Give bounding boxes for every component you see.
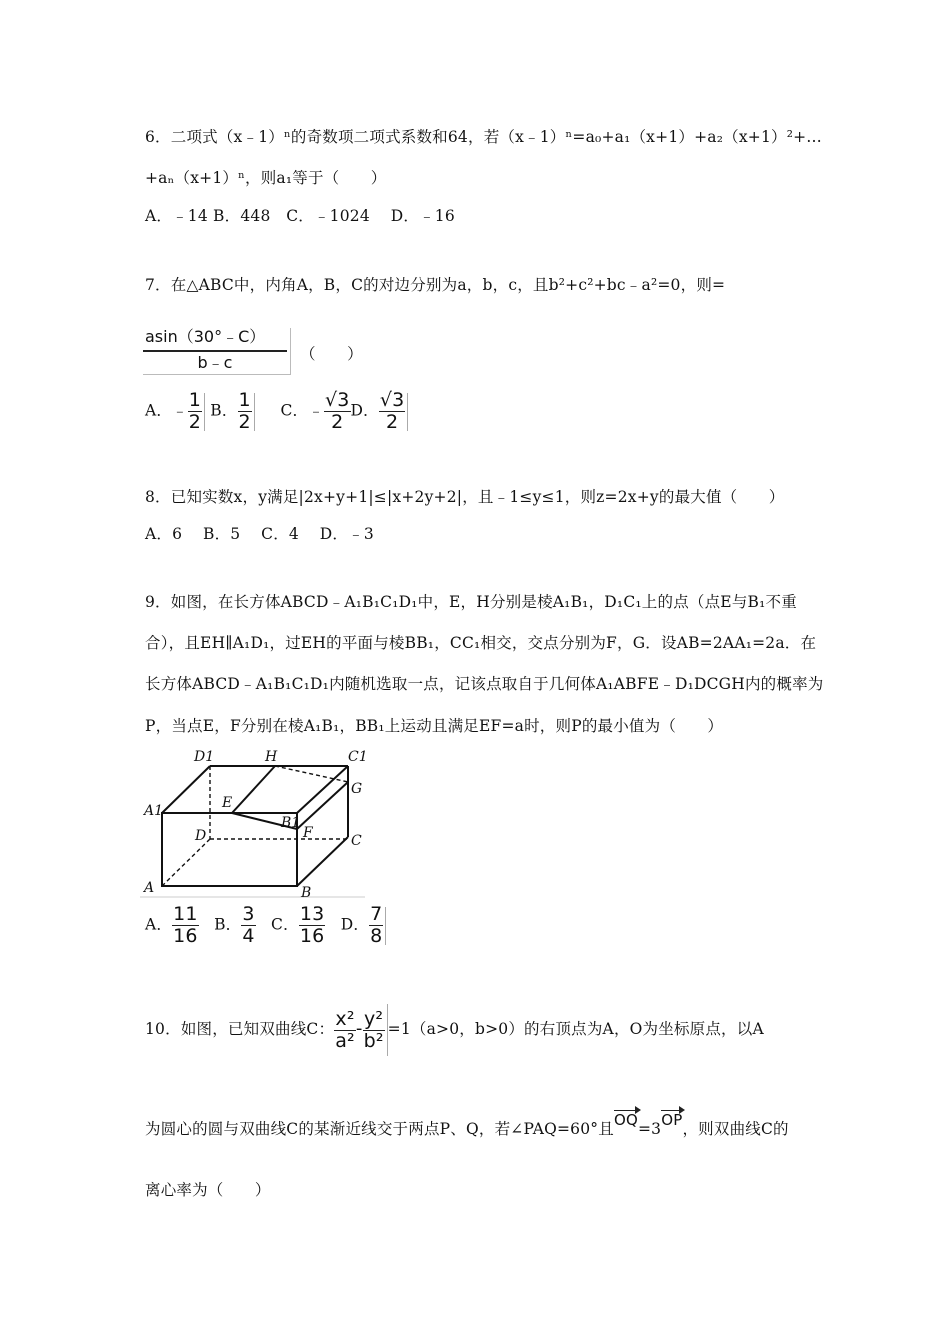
- q9-opt-d-fraction: $\frac{7}{8}$: [370, 903, 383, 947]
- q9-opt-a-fraction: $\frac{11}{16}$: [173, 903, 198, 947]
- q7-opt-a-label: A．﹣: [145, 401, 188, 420]
- label-A: A: [144, 880, 155, 896]
- vector-op: OP: [661, 1111, 683, 1129]
- q9-opt-d-label: D．: [340, 915, 370, 934]
- q10-x-fraction: $\frac{\text{x²}}{\text{a²}}$: [335, 1007, 355, 1052]
- q7-opt-d-label: D．: [350, 401, 379, 420]
- q7-opt-b-fraction: $\frac{1}{2}$: [238, 389, 251, 433]
- q9-opt-b-fraction: $\frac{3}{4}$: [242, 903, 255, 947]
- label-D: D: [195, 828, 207, 844]
- fraction-line: [143, 350, 287, 352]
- q9-opt-c-label: C．: [271, 915, 299, 934]
- label-C1: C1: [348, 749, 368, 765]
- label-A1: A1: [144, 803, 164, 819]
- cuboid-figure: [140, 745, 370, 900]
- q10-line1: [145, 1004, 764, 1056]
- q9-line1: 9．如图，在长方体ABCD﹣A₁B₁C₁D₁中，E，H分别是棱A₁B₁，D₁C₁上的点（点E与B₁不重: [145, 593, 797, 611]
- q9-line2: 合），且EH∥A₁D₁，过EH的平面与棱BB₁，CC₁相交，交点分别为F，G．设AB=2AA₁=2a．在: [145, 634, 817, 652]
- q10-line2-text: 为圆心的圆与双曲线C的某渐近线交于两点P、Q，若∠PAQ=60°且: [145, 1120, 614, 1138]
- q10-mid: =3: [637, 1120, 662, 1138]
- q6-line1: 6．二项式（x﹣1）ⁿ的奇数项二项式系数和64，若（x﹣1）ⁿ=a₀+a₁（x+1）+a₂（x+1）²+…: [145, 128, 823, 146]
- q7-expr-numerator: asin（30°﹣C）: [145, 327, 266, 346]
- q9-opt-b-label: B．: [214, 915, 242, 934]
- q7-opt-b-label: B．: [210, 401, 238, 420]
- vector-oq: OQ: [613, 1111, 638, 1129]
- image-border: [290, 328, 291, 374]
- q7-expr-denominator: b﹣c: [197, 353, 233, 372]
- label-B: B: [301, 885, 312, 900]
- q9-line3: 长方体ABCD﹣A₁B₁C₁D₁内随机选取一点，记该点取自于几何体A₁ABFE﹣D₁DCGH内的概率为: [145, 675, 824, 693]
- q7-paren: （ ）: [300, 345, 363, 363]
- q7-expression: [143, 326, 291, 376]
- image-border: [143, 374, 291, 375]
- q10-line2-end: ，则双曲线C的: [682, 1120, 789, 1138]
- label-B1: B1: [281, 815, 301, 831]
- label-D1: D1: [194, 749, 215, 765]
- q6-line2: +aₙ（x+1）ⁿ，则a₁等于（ ）: [145, 169, 387, 187]
- q7-opt-d-fraction: $\frac{√3}{2}$: [379, 389, 405, 433]
- q8-options: A．6 B．5 C．4 D．﹣3: [145, 525, 374, 543]
- q9-opt-c-fraction: $\frac{13}{16}$: [299, 903, 325, 947]
- q9-opt-a-label: A．: [145, 915, 173, 934]
- label-E: E: [222, 795, 233, 811]
- label-H: H: [265, 749, 278, 765]
- q7-opt-c-fraction: $\frac{√3}{2}$: [324, 389, 350, 433]
- q7-opt-c-label: C．﹣: [280, 401, 324, 420]
- q8-stem: 8．已知实数x，y满足|2x+y+1|≤|x+2y+2|，且﹣1≤y≤1，则z=2x+y的最大值（ ）: [145, 488, 785, 506]
- q7-options: [145, 390, 408, 433]
- q7-stem: 7．在△ABC中，内角A，B，C的对边分别为a，b，c，且b²+c²+bc﹣a²=0，则=: [145, 276, 726, 294]
- q10-y-fraction: $\frac{\text{y²}}{\text{b²}}$: [363, 1007, 384, 1052]
- label-G: G: [351, 781, 363, 797]
- label-F: F: [303, 825, 313, 841]
- q7-opt-a-fraction: $\frac{1}{2}$: [188, 389, 202, 433]
- label-C: C: [351, 833, 362, 849]
- q9-line4: P，当点E，F分别在棱A₁B₁，BB₁上运动且满足EF=a时，则P的最小值为（ ）: [145, 717, 724, 735]
- q10-prefix: 10．如图，已知双曲线C：: [145, 1020, 335, 1038]
- q9-options: [145, 904, 386, 947]
- q10-suffix: =1（a>0，b>0）的右顶点为A，O为坐标原点，以A: [387, 1020, 764, 1038]
- q6-options: A．﹣14 B．448 C．﹣1024 D．﹣16: [145, 207, 455, 225]
- q10-line3: 离心率为（ ）: [145, 1181, 271, 1199]
- q10-minus: -: [355, 1018, 363, 1039]
- q10-line2: [145, 1110, 789, 1139]
